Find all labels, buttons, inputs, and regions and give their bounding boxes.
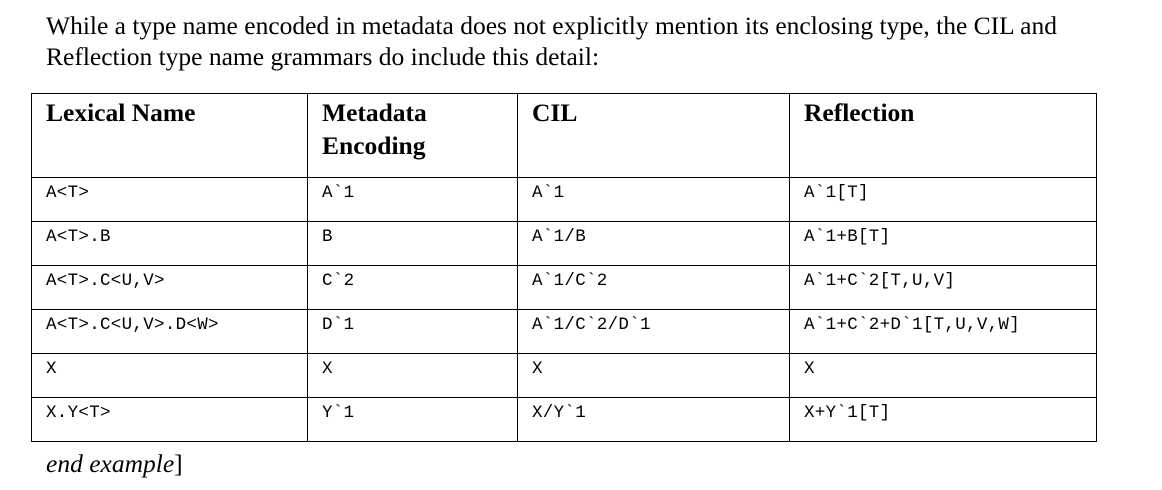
cell-reflection: A`1+B[T]	[790, 222, 1097, 266]
cell-reflection: A`1[T]	[790, 178, 1097, 222]
cell-lexical-name: X.Y<T>	[32, 398, 308, 442]
cell-metadata-encoding: A`1	[308, 178, 518, 222]
header-cil: CIL	[518, 94, 790, 178]
cell-metadata-encoding: B	[308, 222, 518, 266]
end-example-text: end example	[46, 449, 175, 478]
intro-paragraph: While a type name encoded in metadata does not explicitly mention its enclosing type, the CIL and Reflection type name grammars do include this detail:	[46, 11, 1057, 71]
table-header-row	[32, 94, 1097, 178]
cell-lexical-name: X	[32, 354, 308, 398]
table-row	[32, 178, 1097, 222]
cell-cil: A`1	[518, 178, 790, 222]
header-lexical-name: Lexical Name	[32, 94, 308, 178]
cell-cil: A`1/B	[518, 222, 790, 266]
cell-cil: A`1/C`2/D`1	[518, 310, 790, 354]
cell-cil: X/Y`1	[518, 398, 790, 442]
end-example-note	[46, 448, 183, 479]
cell-lexical-name: A<T>.B	[32, 222, 308, 266]
cell-lexical-name: A<T>.C<U,V>.D<W>	[32, 310, 308, 354]
cell-reflection: A`1+C`2[T,U,V]	[790, 266, 1097, 310]
cell-cil: A`1/C`2	[518, 266, 790, 310]
cell-metadata-encoding: Y`1	[308, 398, 518, 442]
table-row	[32, 354, 1097, 398]
cell-reflection: X+Y`1[T]	[790, 398, 1097, 442]
cell-metadata-encoding: X	[308, 354, 518, 398]
cell-lexical-name: A<T>.C<U,V>	[32, 266, 308, 310]
header-reflection: Reflection	[790, 94, 1097, 178]
table-row	[32, 398, 1097, 442]
cell-metadata-encoding: D`1	[308, 310, 518, 354]
table-row	[32, 266, 1097, 310]
table-row	[32, 222, 1097, 266]
type-name-grammar-table	[31, 93, 1097, 442]
cell-lexical-name: A<T>	[32, 178, 308, 222]
cell-cil: X	[518, 354, 790, 398]
table-row	[32, 310, 1097, 354]
cell-reflection: A`1+C`2+D`1[T,U,V,W]	[790, 310, 1097, 354]
header-metadata-encoding: Metadata Encoding	[308, 94, 518, 178]
closing-bracket: ]	[174, 449, 183, 478]
cell-reflection: X	[790, 354, 1097, 398]
cell-metadata-encoding: C`2	[308, 266, 518, 310]
